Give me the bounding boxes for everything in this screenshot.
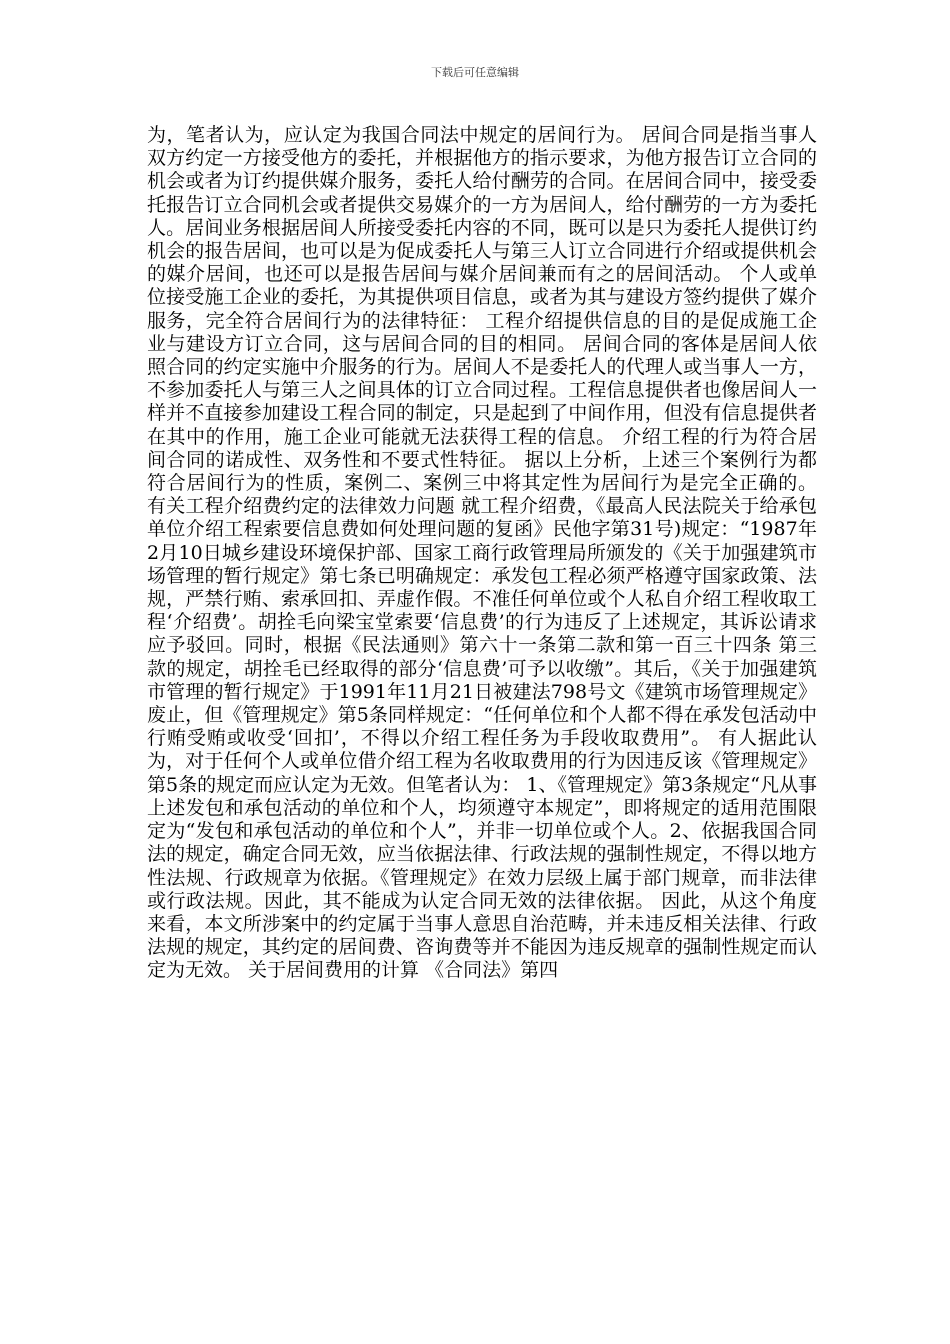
document-body-text: 为，笔者认为，应认定为我国合同法中规定的居间行为。 居间合同是指当事人双方约定一方接受他方的委托，并根据他方的指示要求，为他方报告订立合同的机会或者为订约提供媒介服务，委托人给付酬劳的合同。在居间合同中，接受委托报告订立合同机会或者提供交易媒介的一方为居间人，给付酬劳的一方为委托人。居间业务根据居间人所接受委托内容的不同，既可以是只为委托人提供订约机会的报告居间，也可以是为促成委托人与第三人订立合同进行介绍或提供机会的媒介居间，也还可以是报告居间与媒介居间兼而有之的居间活动。 个人或单位接受施工企业的委托，为其提供项目信息，或者为其与建设方签约提供了媒介服务，完全符合居间行为的法律特征： 工程介绍提供信息的目的是促成施工企业与建设方订立合同，这与居间合同的目的相同。 居间合同的客体是居间人依照合同的约定实施中介服务的行为。居间人不是委托人的代理人或当事人一方，不参加委托人与第三人之间具体的订立合同过程。工程信息提供者也像居间人一样并不直接参加建设工程合同的制定，只是起到了中间作用，但没有信息提供者在其中的作用，施工企业可能就无法获得工程的信息。 介绍工程的行为符合居间合同的诺成性、双务性和不要式性特征。 据以上分析，上述三个案例行为都符合居间行为的性质，案例二、案例三中将其定性为居间行为是完全正确的。 有关工程介绍费约定的法律效力问题 就工程介绍费，《最高人民法院关于给承包单位介绍工程索要信息费如何处理问题的复函》民他字第31号)规定：“1987年2月10日城乡建设环境保护部、国家工商行政管理局所颁发的《关于加强建筑市场管理的暂行规定》第七条已明确规定：承发包工程必须严格遵守国家政策、法规，严禁行贿、索承回扣、弄虚作假。不准任何单位或个人私自介绍工程收取工程‘介绍费’。胡拴毛向梁宝堂索要‘信息费’的行为违反了上述规定，其诉讼请求应予驳回。同时，根据《民法通则》第六十一条第二款和第一百三十四条 第三款的规定，胡拴毛已经取得的部分‘信息费’可予以收缴”。其后，《关于加强建筑市管理的暂行规定》于1991年11月21日被建法798号文《建筑市场管理规定》废止，但《管理规定》第5条同样规定：“任何单位和个人都不得在承发包活动中行贿受贿或收受‘回扣’，不得以介绍工程任务为手段收取费用”。 有人据此认为，对于任何个人或单位借介绍工程为名收取费用的行为因违反该《管理规定》第5条的规定而应认定为无效。但笔者认为： 1、《管理规定》第3条规定“凡从事上述发包和承包活动的单位和个人，均须遵守本规定”，即将规定的适用范围限定为“发包和承包活动的单位和个人”，并非一切单位或个人。2、依据我国合同法的规定，确定合同无效，应当依据法律、行政法规的强制性规定，不得以地方性法规、行政规章为依据。《管理规定》在效力层级上属于部门规章，而非法律或行政法规。因此，其不能成为认定合同无效的法律依据。 因此，从这个角度来看，本文所涉案中的约定属于当事人意思自治范畴，并未违反相关法律、行政法规的规定，其约定的居间费、咨询费等并不能因为违反规章的强制性规定而认定为无效。 关于居间费用的计算 《合同法》第四 <box>147 124 817 982</box>
page-header: 下载后可任意编辑 <box>431 66 519 79</box>
